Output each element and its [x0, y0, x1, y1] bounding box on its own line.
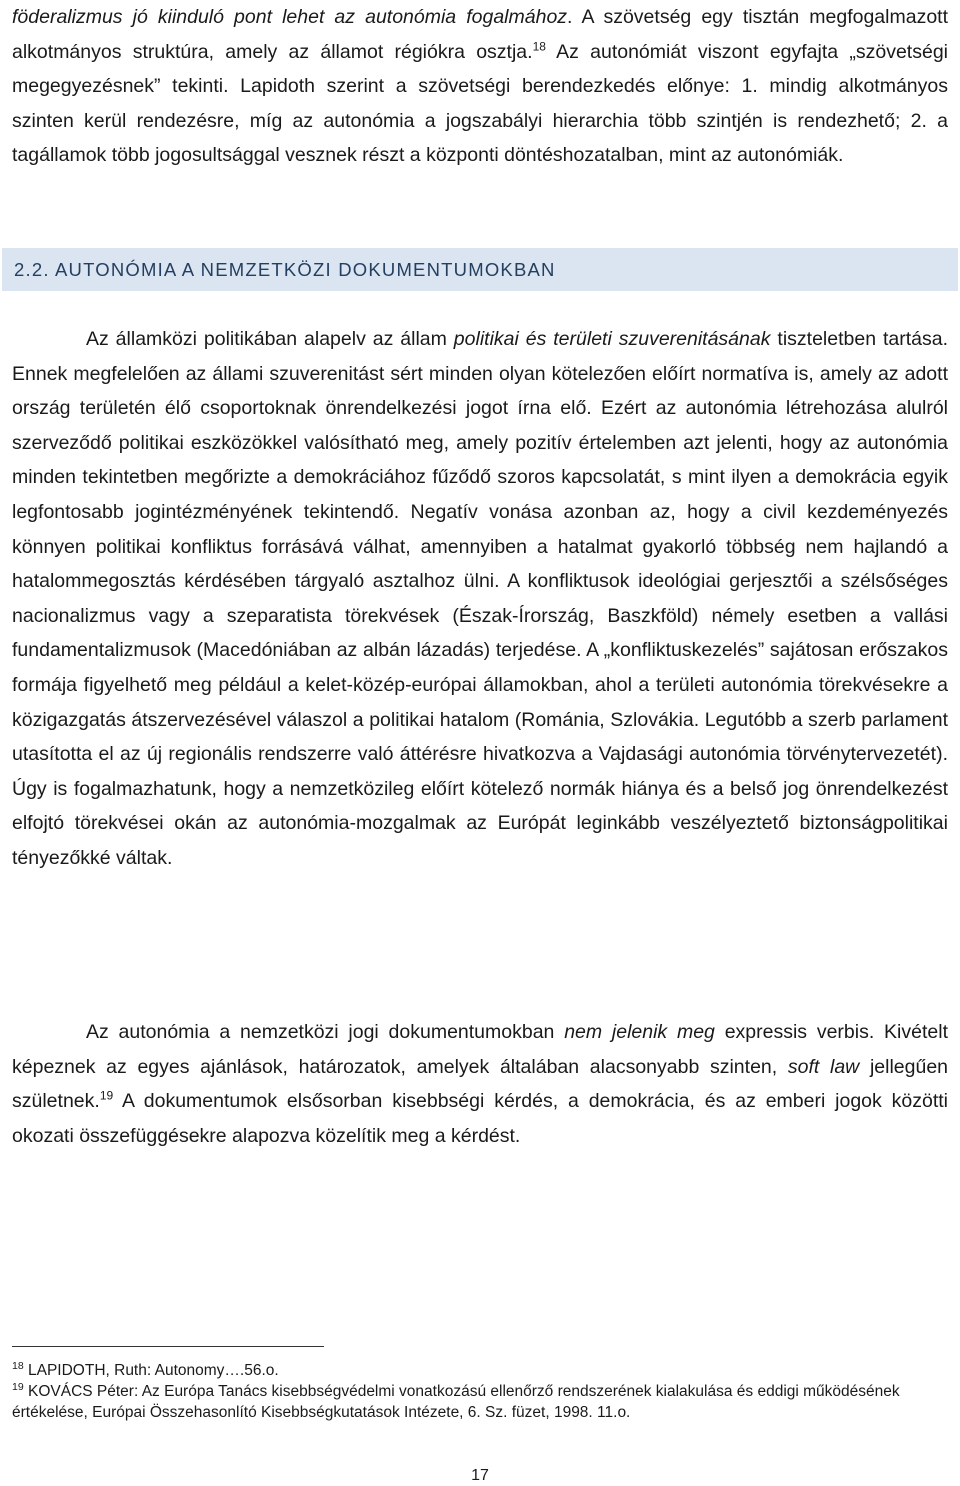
- paragraph-interstate-politics: Az államközi politikában alapelv az állam politikai és területi szuverenitásának tiszteletben tartása. Ennek megfelelően az állami szuverenitást sért minden olyan kötelezően előírt normatíva is, amely az adott ország területén élő csoportoknak önrendelkezési jogot írna elő. Ezért az autonómia létrehozása alulról szerveződő politikai eszközökkel valósítható meg, amely pozitív értelemben azt jelenti, hogy az autonómia minden tekintetben megőrizte a demokráciához fűződő szoros kapcsolatát, s mint ilyen a demokrácia egyik legfontosabb jogintézményének tekintendő. Negatív vonása azonban az, hogy a civil kezdeményezés könnyen politikai konfliktus forrásává válhat, amennyiben a hatalmat gyakorló többség nem hajlandó a hatalommegosztás kérdésében tárgyaló asztalhoz ülni. A konfliktusok ideológiai gerjesztői a szélsőséges nacionalizmus vagy a szeparatista törekvések (Észak-Írország, Baszkföld) némely esetben a vallási fundamentalizmusok (Macedóniában az albán lázadás) terjedése. A „konfliktuskezelés” sajátosan erőszakos formája figyelhető meg például a kelet-közép-európai államokban, ahol a területi autonómia törekvésekre a közigazgatás átszervezésével válaszol a politikai hatalom (Románia, Szlovákia. Legutóbb a szerb parlament utasította el az új regionális rendszerre való áttérésre hivatkozva a Vajdasági autonómia törvénytervezetét). Úgy is fogalmazhatunk, hogy a nemzetközileg előírt kötelező normák hiánya és a belső jog önrendelkezést elfojtó törekvései okán az autonómia-mozgalmak az Európát leginkább veszélyeztető biztonságpolitikai tényezőkké váltak.: [12, 328, 949, 869]
- italic-phrase: politikai és területi szuverenitásának: [453, 328, 771, 350]
- footnote-divider: [12, 1346, 324, 1347]
- italic-phrase: föderalizmus jó kiinduló pont lehet az autonómia fogalmához: [12, 6, 568, 28]
- page-number: 17: [471, 1467, 489, 1484]
- footnotes: [12, 1360, 948, 1423]
- paragraph-international-documents: Az autonómia a nemzetközi jogi dokumentumokban nem jelenik meg expressis verbis. Kivételt képeznek az egyes ajánlások, határozatok, amelyek általában alacsonyabb szinten, soft law jellegűen születnek.$^{19}$ A dokumentumok elsősorban kisebbségi kérdés, a demokrácia, és az emberi jogok közötti okozati összefüggésekre alapozva közelítik meg a kérdést.: [12, 1021, 949, 1147]
- footnote-18: $^{18}$ LAPIDOTH, Ruth: Autonomy….56.o.: [12, 1359, 279, 1379]
- italic-phrase: nem jelenik meg: [564, 1021, 715, 1043]
- footnote-ref-19[interactable]: 19: [99, 1088, 114, 1103]
- section-heading: 2.2. AUTONÓMIA A NEMZETKÖZI DOKUMENTUMOKBAN: [2, 248, 958, 291]
- footnote-19: $^{19}$ KOVÁCS Péter: Az Európa Tanács kisebbségvédelmi vonatkozású ellenőrző rendszerének kialakulása és eddigi működésének értékelése, Európai Összehasonlító Kisebbségkutatások Intézete, 6. Sz. füzet, 1998. 11.o.: [12, 1380, 900, 1421]
- italic-phrase: soft law: [787, 1055, 860, 1078]
- paragraph-federalism: föderalizmus jó kiinduló pont lehet az autonómia fogalmához. A szövetség egy tisztán megfogalmazott alkotmányos struktúra, amely az államot régiókra osztja.$^{18}$ Az autonómiát viszont egyfajta „szövetségi megegyezésnek” tekinti. Lapidoth szerint a szövetségi berendezkedés előnye: 1. mindig alkotmányos szinten kerül rendezésre, míg az autonómia a jogszabályi hierarchia több szintjén is rendezhető; 2. a tagállamok több jogosultsággal vesznek részt a központi döntéshozatalban, mint az autonómiák.: [12, 6, 948, 167]
- footnote-ref-18[interactable]: 18: [532, 39, 546, 54]
